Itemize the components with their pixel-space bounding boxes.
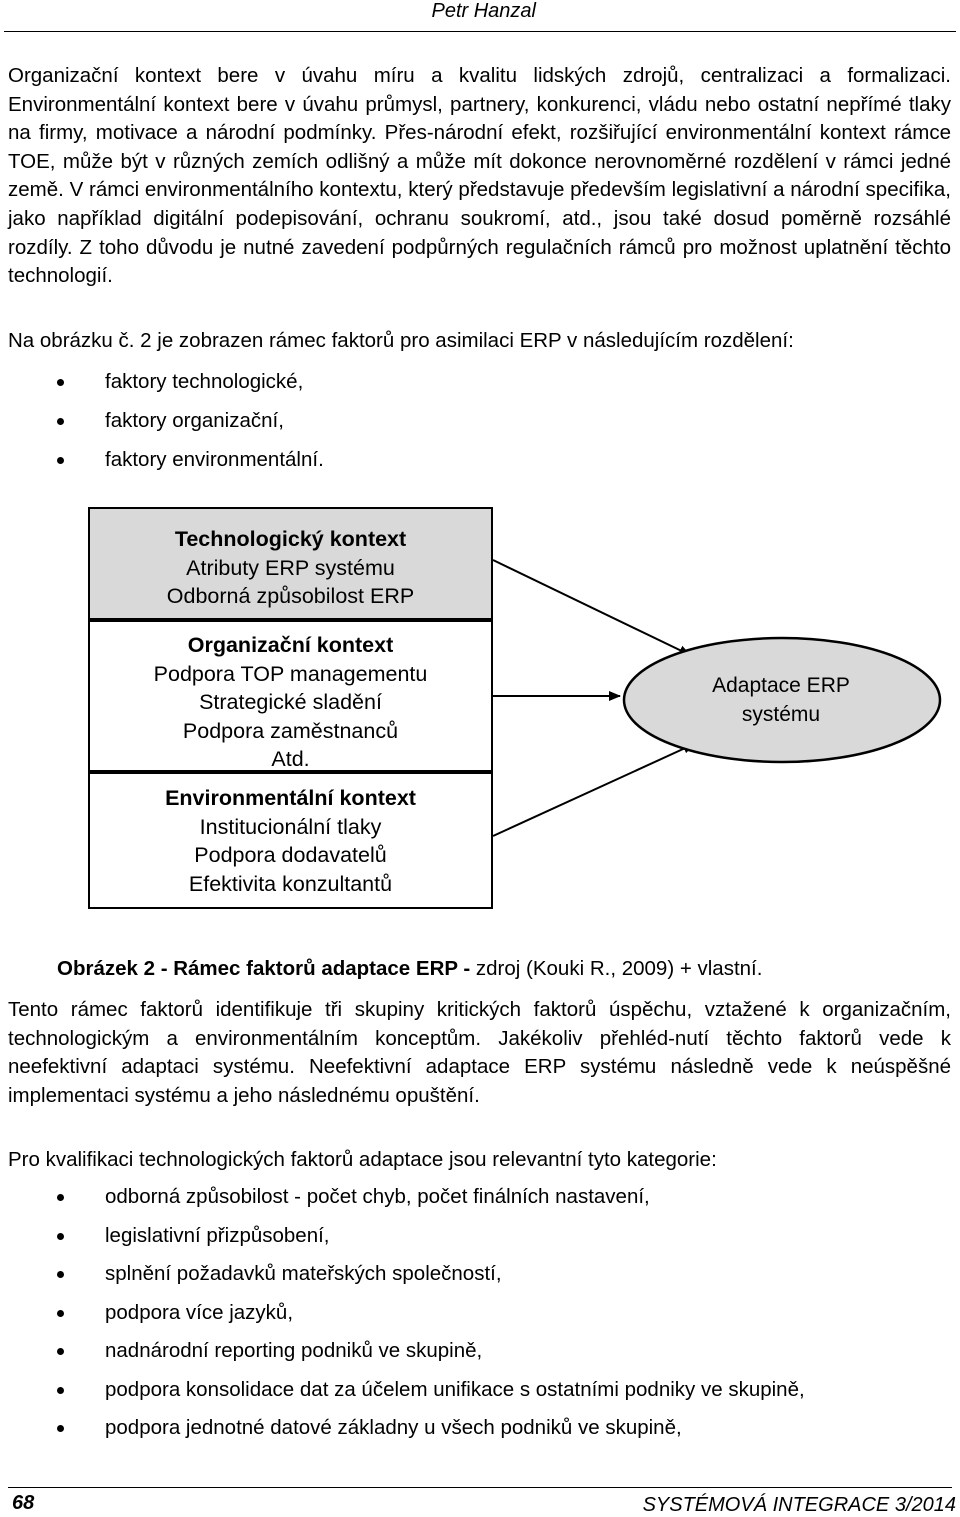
environment-context-line: Efektivita konzultantů	[188, 871, 393, 896]
bullet-icon	[57, 1310, 64, 1317]
factor-list	[0, 362, 324, 479]
environment-context-box	[88, 772, 493, 909]
list-item: odborná způsobilost - počet chyb, počet finálních nastavení,	[0, 1178, 805, 1217]
list-item: nadnárodní reporting podniků ve skupině,	[0, 1332, 805, 1371]
organization-context-title: Organizační kontext	[187, 633, 394, 657]
toe-framework-diagram	[0, 500, 960, 920]
categories-intro: Pro kvalifikaci technologických faktorů adaptace jsou relevantní tyto kategorie:	[8, 1148, 717, 1171]
bullet-icon	[57, 1425, 64, 1432]
environment-context-line: Institucionální tlaky	[199, 814, 382, 839]
env-arrow	[493, 744, 694, 836]
list-item: faktory organizační,	[0, 401, 324, 440]
caption-source: zdroj (Kouki R., 2009) + vlastní.	[475, 957, 763, 980]
tech-arrow	[493, 560, 690, 655]
technology-context-box	[88, 507, 493, 620]
list-item: podpora více jazyků,	[0, 1294, 805, 1333]
list-item: podpora konsolidace dat za účelem unifikace s ostatními podniky ve skupině,	[0, 1371, 805, 1410]
bullet-icon	[57, 1271, 64, 1278]
bullet-icon	[57, 1233, 64, 1240]
list-item: faktory technologické,	[0, 362, 324, 401]
figure-caption	[57, 957, 762, 981]
organization-context-line: Atd.	[271, 747, 310, 771]
page-number: 68	[12, 1492, 35, 1514]
figure-intro: Na obrázku č. 2 je zobrazen rámec faktorů pro asimilaci ERP v následujícím rozdělení:	[8, 329, 794, 352]
technology-context-title: Technologický kontext	[174, 527, 407, 551]
outcome-label	[622, 672, 940, 729]
categories-list	[0, 1178, 805, 1448]
header-divider	[4, 31, 956, 32]
outcome-label-line: systému	[741, 702, 821, 726]
journal-name: SYSTÉMOVÁ INTEGRACE 3/2014	[642, 1494, 956, 1516]
organization-context-box	[88, 620, 493, 772]
paragraph-2: Tento rámec faktorů identifikuje tři skupiny kritických faktorů úspěchu, vztažené k organizačním, technologickým a environmentálním konceptům. Jakékoliv přehléd-nutí těchto faktorů vede k neefektivní adaptaci systému. Neefektivní adaptace ERP systému následně vede k neúspěšné implementaci systému a jeho následnému opuštění.	[8, 998, 951, 1107]
list-item: faktory environmentální.	[0, 440, 324, 479]
environment-context-line: Podpora dodavatelů	[194, 843, 387, 867]
organization-context-line: Strategické sladění	[199, 690, 382, 714]
intro-paragraph: Organizační kontext bere v úvahu míru a kvalitu lidských zdrojů, centralizaci a formalizaci. Environmentální kontext bere v úvahu průmysl, partnery, konkurenci, vládu nebo ostatní nepřímé tlaky na firmy, motivace a národní podmínky. Přes-národní efekt, rozšiřující environmentální kontext rámce TOE, může být v různých zemích odlišný a může mít dokonce nerovnoměrné rozdělení v rámci jedné země. V rámci environmentálního kontextu, který představuje především legislativní a národní specifika, jako například digitální podepisování, ochranu soukromí, atd., jsou také dosud poměrně rozsáhlé rozdíly. Z toho důvodu je nutné zavedení podpůrných regulačních rámců pro možnost uplatnění těchto technologií.	[8, 64, 951, 288]
list-item: legislativní přizpůsobení,	[0, 1217, 805, 1256]
technology-context-line: Atributy ERP systému	[186, 555, 395, 580]
bullet-icon	[57, 1348, 64, 1355]
footer-divider	[8, 1487, 952, 1488]
bullet-icon	[57, 1194, 64, 1201]
bullet-icon	[57, 379, 64, 386]
outcome-label-line: Adaptace ERP	[712, 674, 850, 697]
bullet-icon	[57, 457, 64, 464]
list-item: splnění požadavků mateřských společností,	[0, 1255, 805, 1294]
bullet-icon	[57, 418, 64, 425]
header-author: Petr Hanzal	[431, 0, 536, 22]
technology-context-line: Odborná způsobilost ERP	[166, 584, 415, 608]
environment-context-title: Environmentální kontext	[165, 786, 416, 810]
organization-context-line: Podpora zaměstnanců	[182, 718, 399, 743]
list-item: podpora jednotné datové základny u všech podniků ve skupině,	[0, 1409, 805, 1448]
bullet-icon	[57, 1387, 64, 1394]
organization-context-line: Podpora TOP managementu	[153, 661, 428, 686]
caption-bold: Obrázek 2 - Rámec faktorů adaptace ERP -	[57, 957, 476, 980]
